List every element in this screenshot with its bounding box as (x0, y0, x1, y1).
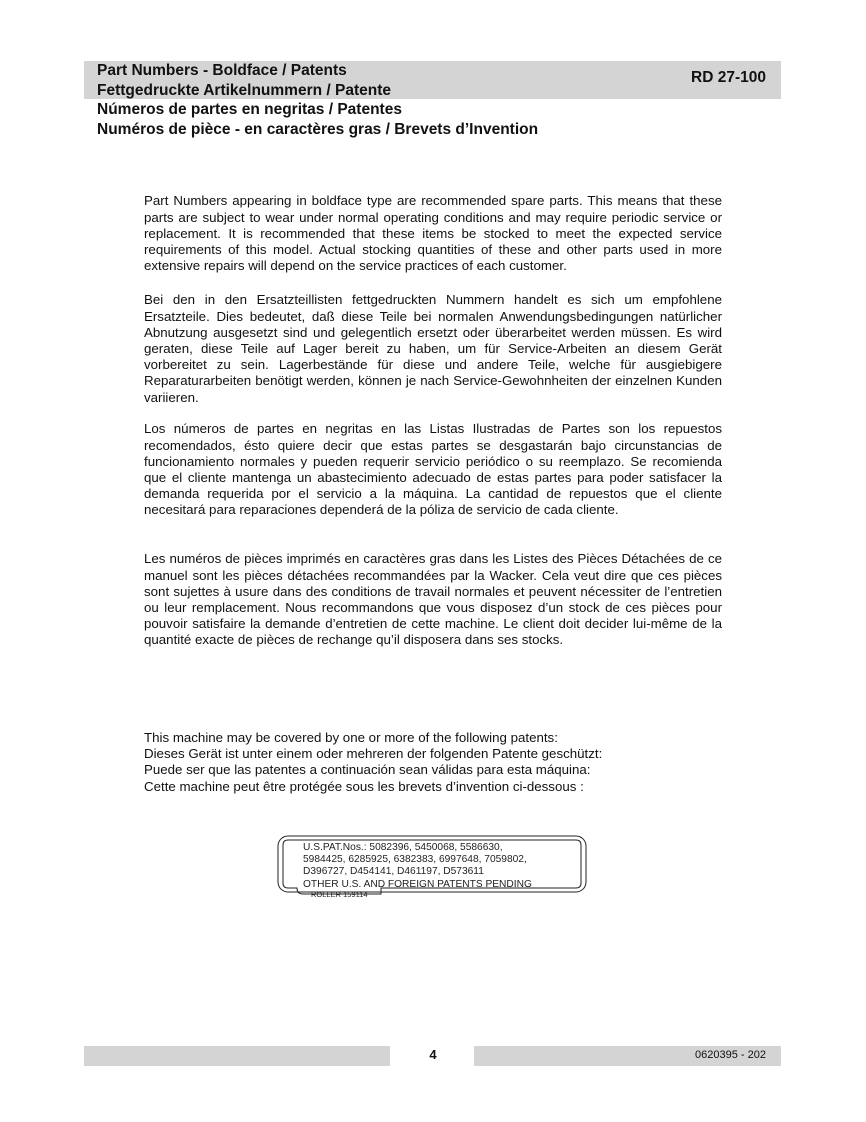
patent-plate-tag: ROLLER 159114 (311, 890, 368, 899)
patent-statement-spanish: Puede ser que las patentes a continuación sean válidas para esta máquina: (144, 762, 591, 778)
patent-plate-line: 5984425, 6285925, 6382383, 6997648, 7059802, (303, 854, 527, 866)
paragraph-spanish: Los números de partes en negritas en las Listas Ilustradas de Partes son los repuestos recomendados, ésto quiere decir que estas partes se desgastarán bajo circunstancias de funcionamiento normales y pueden requerir servicio periódico o su reemplazo. Se recomienda que el cliente mantenga un abastecimiento adecuado de estas partes para poder satisfacer la demanda requerida por el servicio a la máquina. La cantidad de repuestos que el cliente necesitará para reparaciones dependerá de la póliza de servicio de cada cliente. (144, 421, 722, 518)
document-number: 0620395 - 202 (695, 1049, 766, 1061)
patent-statement-french: Cette machine peut être protégée sous les brevets d’invention ci-dessous : (144, 778, 584, 794)
header-titles (97, 61, 538, 139)
title-spanish: Números de partes en negritas / Patentes (97, 101, 402, 118)
paragraph-english: Part Numbers appearing in boldface type are recommended spare parts. This means that these parts are subject to wear under normal operating conditions and may require periodic service or replacement. It is recommended that these items be stocked to meet the expected service requirements of this model. Actual stocking quantities of these and other parts used in more extensive repairs will depend on the service practices of each customer. (144, 193, 722, 274)
patent-statements (144, 730, 602, 795)
patent-plate-text (303, 842, 532, 891)
patent-plate (277, 835, 587, 901)
model-code: RD 27-100 (691, 69, 766, 86)
patent-plate-line: OTHER U.S. AND FOREIGN PATENTS PENDING (303, 878, 532, 890)
footer-bar-left (84, 1046, 390, 1066)
page-number: 4 (429, 1047, 437, 1062)
patent-statement-german: Dieses Gerät ist unter einem oder mehreren der folgenden Patente geschützt: (144, 746, 603, 762)
title-french: Numéros de pièce - en caractères gras / Brevets d’Invention (97, 120, 539, 138)
title-german: Fettgedruckte Artikelnummern / Patente (97, 81, 391, 99)
patent-plate-line: D396727, D454141, D461197, D573611 (303, 866, 484, 878)
patent-statement-english: This machine may be covered by one or more of the following patents: (144, 730, 558, 745)
paragraph-french: Les numéros de pièces imprimés en caractères gras dans les Listes des Pièces Détachées de ce manuel sont les pièces détachées recommandées par la Wacker. Cela veut dire que ces pièces sont sujettes à usure dans des conditions de travail normales et peuvent nécessiter de l’entretien ou leur remplacement. Nous recommandons que vous disposez d’un stock de ces pièces pour pouvoir satisfaire la demande d’entretien de cette machine. Le client doit decider lui-même de la quantité exacte de pièces de rechange qu’il disposera dans ses stocks. (144, 551, 722, 648)
paragraph-german: Bei den in den Ersatzteillisten fettgedruckten Nummern handelt es sich um empfohlene Ersatzteile. Dies bedeutet, daß diese Teile bei normalen Anwendungsbedingungen natürlicher Abnutzung ausgesetzt sind und gelegentlich ersetzt oder überarbeitet werden müssen. Es wird geraten, diese Teile auf Lager bereit zu haben, um für Service-Arbeiten an diesem Gerät vorbereitet zu sein. Lagerbestände für diese und andere Teile, welche für ausgiebigere Reparaturarbeiten benötigt werden, können je nach Service-Gewohnheiten der einzelnen Kunden variieren. (144, 292, 722, 405)
title-english: Part Numbers - Boldface / Patents (97, 62, 347, 79)
patent-plate-line: U.S.PAT.Nos.: 5082396, 5450068, 5586630, (303, 842, 503, 853)
